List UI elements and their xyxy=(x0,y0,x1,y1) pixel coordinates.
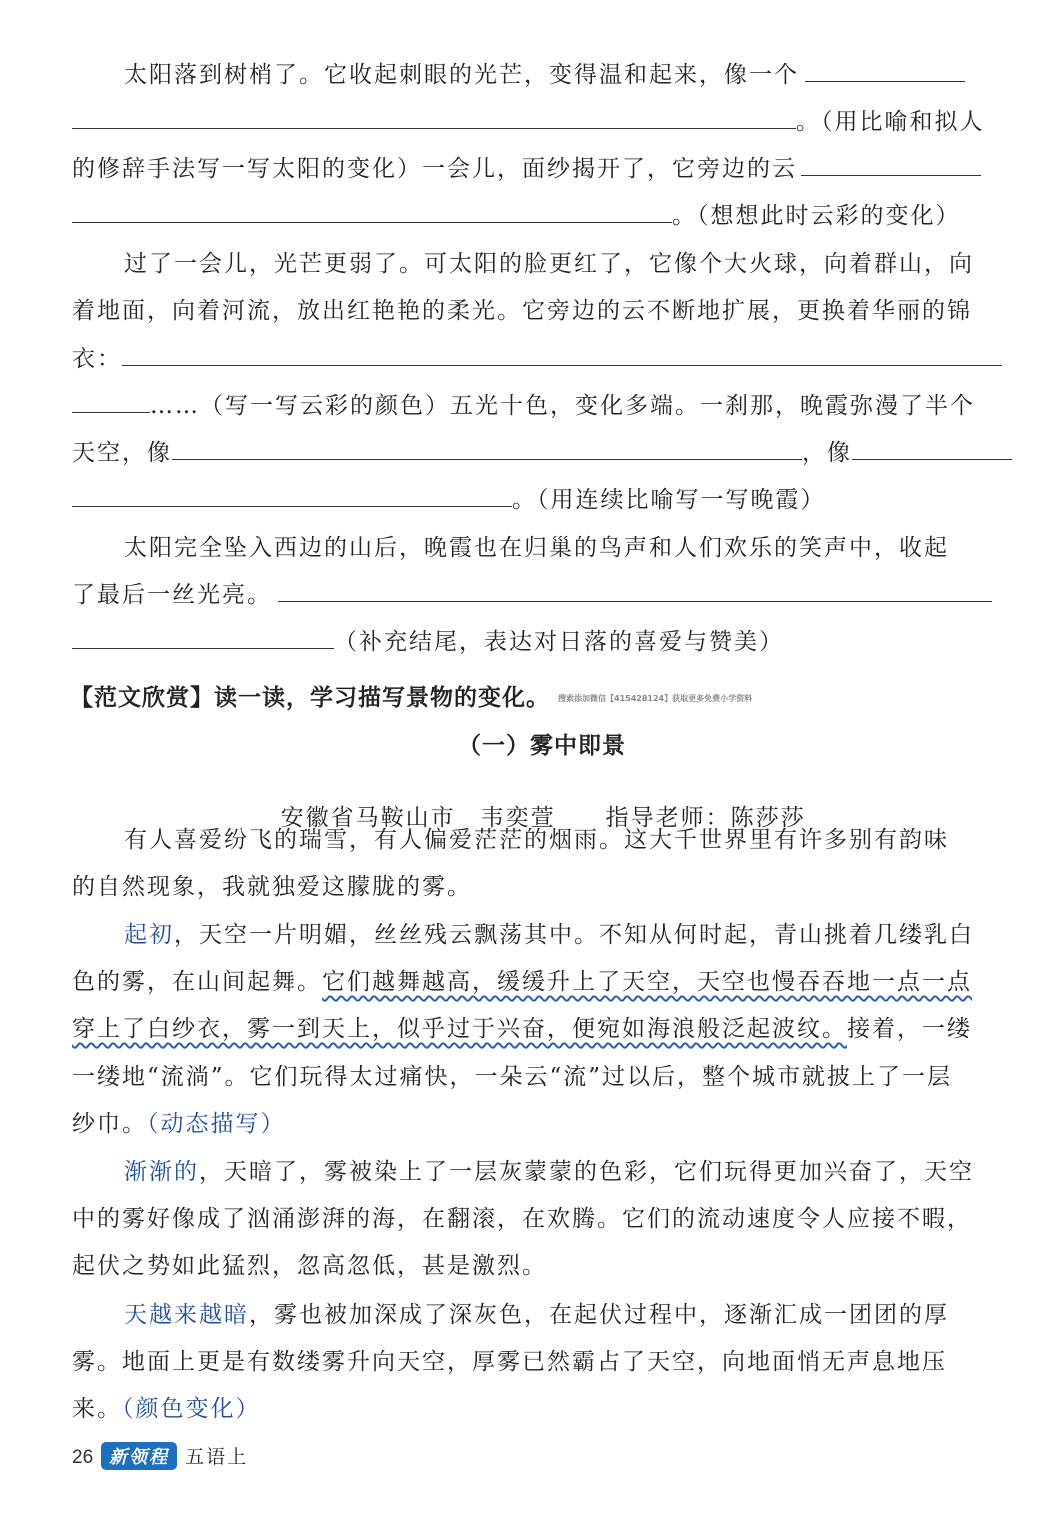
page-footer xyxy=(72,1442,248,1470)
essay-line xyxy=(124,821,949,854)
text: 太阳落到树梢了。它收起刺眼的光芒，变得温和起来，像一个 xyxy=(124,62,799,88)
answer-blank[interactable] xyxy=(72,390,150,413)
exercise-line xyxy=(72,434,1012,467)
text: ，天空一片明媚，丝丝残云飘荡其中。不知从何时起，青山挑着几缕乳白 xyxy=(174,922,974,948)
answer-blank[interactable] xyxy=(852,437,1012,460)
exercise-line xyxy=(124,529,949,562)
text: ，像 xyxy=(802,440,852,466)
text: ，雾也被加深成了深灰色，在起伏过程中，逐渐汇成一团团的厚 xyxy=(249,1302,949,1328)
essay-line xyxy=(72,1105,286,1138)
text: 有人喜爱纷飞的瑞雪，有人偏爱茫茫的烟雨。这大千世界里有许多别有韵味 xyxy=(124,827,949,853)
text: 一缕地“流淌”。它们玩得太过痛快，一朵云“流”过以后，整个城市就披上了一层 xyxy=(72,1064,953,1090)
text: 。（想想此时云彩的变化） xyxy=(672,203,961,229)
book-subtitle: 五语上 xyxy=(185,1446,249,1468)
section-heading xyxy=(70,679,752,712)
text: 。（用比喻和拟人 xyxy=(796,109,985,135)
exercise-line xyxy=(124,245,974,278)
essay-line xyxy=(72,1200,972,1233)
answer-blank[interactable] xyxy=(72,484,512,507)
exercise-line xyxy=(72,387,975,420)
exercise-line xyxy=(72,150,981,183)
text: 来。 xyxy=(72,1396,122,1422)
answer-blank[interactable] xyxy=(72,200,672,223)
page-number: 26 xyxy=(72,1447,94,1468)
text: ，天暗了，雾被染上了一层灰蒙蒙的色彩，它们玩得更加兴奋了，天空 xyxy=(199,1159,974,1185)
text: 了最后一丝光亮。 xyxy=(72,582,272,608)
title-text: （一）雾中即景 xyxy=(458,733,626,759)
essay-line xyxy=(124,1296,949,1329)
series-badge: 新领程 xyxy=(101,1442,177,1470)
text: 太阳完全坠入西边的山后，晚霞也在归巢的鸟声和人们欢乐的笑声中，收起 xyxy=(124,535,949,561)
text: 色的雾，在山间起舞。 xyxy=(72,969,322,995)
text: 天空，像 xyxy=(72,440,172,466)
text: 。（用连续比喻写一写晚霞） xyxy=(512,487,826,513)
answer-blank[interactable] xyxy=(72,626,334,649)
exercise-line xyxy=(72,103,985,136)
highlight-text: 渐渐的 xyxy=(124,1159,199,1185)
text: 中的雾好像成了汹涌澎湃的海，在翻滚，在欢腾。它们的流动速度令人应接不暇， xyxy=(72,1206,972,1232)
text: 起伏之势如此猛烈，忽高忽低，甚是激烈。 xyxy=(72,1253,547,1279)
text: 的修辞手法写一写太阳的变化）一会儿，面纱揭开了，它旁边的云 xyxy=(72,156,797,182)
essay-line xyxy=(72,1010,972,1043)
exercise-line xyxy=(124,56,965,89)
text: 衣： xyxy=(72,346,122,372)
answer-blank[interactable] xyxy=(72,106,796,129)
text: ……（写一写云彩的颜色）五光十色，变化多端。一刹那，晚霞弥漫了半个 xyxy=(150,393,975,419)
essay-line xyxy=(72,1390,261,1423)
answer-blank[interactable] xyxy=(278,579,992,602)
author-text: 安徽省马鞍山市 韦奕萱 指导老师：陈莎莎 xyxy=(280,805,806,831)
exercise-line xyxy=(72,576,992,609)
annotation-note: （动态描写） xyxy=(147,1111,286,1137)
essay-line xyxy=(124,1153,974,1186)
text: 接着，一缕 xyxy=(847,1016,972,1042)
essay-line xyxy=(72,1058,952,1091)
essay-line xyxy=(72,1247,547,1280)
heading-text: 【范文欣赏】读一读，学习描写景物的变化。 xyxy=(70,685,550,711)
wavy-underlined-text: 穿上了白纱衣，雾一到天上，似乎过于兴奋，便宛如海浪般泛起波纹。 xyxy=(72,1016,847,1042)
text: 着地面，向着河流，放出红艳艳的柔光。它旁边的云不断地扩展，更换着华丽的锦 xyxy=(72,298,972,324)
text: 雾。地面上更是有数缕雾升向天空，厚雾已然霸占了天空，向地面悄无声息地压 xyxy=(72,1349,947,1375)
essay-line xyxy=(72,868,472,901)
watermark: 搜索添加微信【415428124】获取更多免费小学资料 xyxy=(558,694,753,703)
essay-line xyxy=(72,1343,947,1376)
text: 纱巾。 xyxy=(72,1111,147,1137)
text: 的自然现象，我就独爱这朦胧的雾。 xyxy=(72,874,472,900)
answer-blank[interactable] xyxy=(805,59,965,82)
text: （补充结尾，表达对日落的喜爱与赞美） xyxy=(334,629,784,655)
annotation-note: （颜色变化） xyxy=(122,1396,261,1422)
exercise-line xyxy=(72,197,961,230)
highlight-text: 起初 xyxy=(124,922,174,948)
exercise-line xyxy=(72,623,784,656)
highlight-text: 天越来越暗 xyxy=(124,1302,249,1328)
exercise-line xyxy=(72,481,826,514)
essay-line xyxy=(72,963,972,996)
answer-blank[interactable] xyxy=(172,437,802,460)
text: 过了一会儿，光芒更弱了。可太阳的脸更红了，它像个大火球，向着群山，向 xyxy=(124,251,974,277)
exercise-line xyxy=(72,340,1002,373)
answer-blank[interactable] xyxy=(122,343,1002,366)
essay-title xyxy=(458,727,626,760)
wavy-underlined-text: 它们越舞越高，缓缓升上了天空，天空也慢吞吞地一点一点 xyxy=(322,969,972,995)
essay-line xyxy=(124,916,974,949)
answer-blank[interactable] xyxy=(801,153,981,176)
exercise-line xyxy=(72,292,972,325)
